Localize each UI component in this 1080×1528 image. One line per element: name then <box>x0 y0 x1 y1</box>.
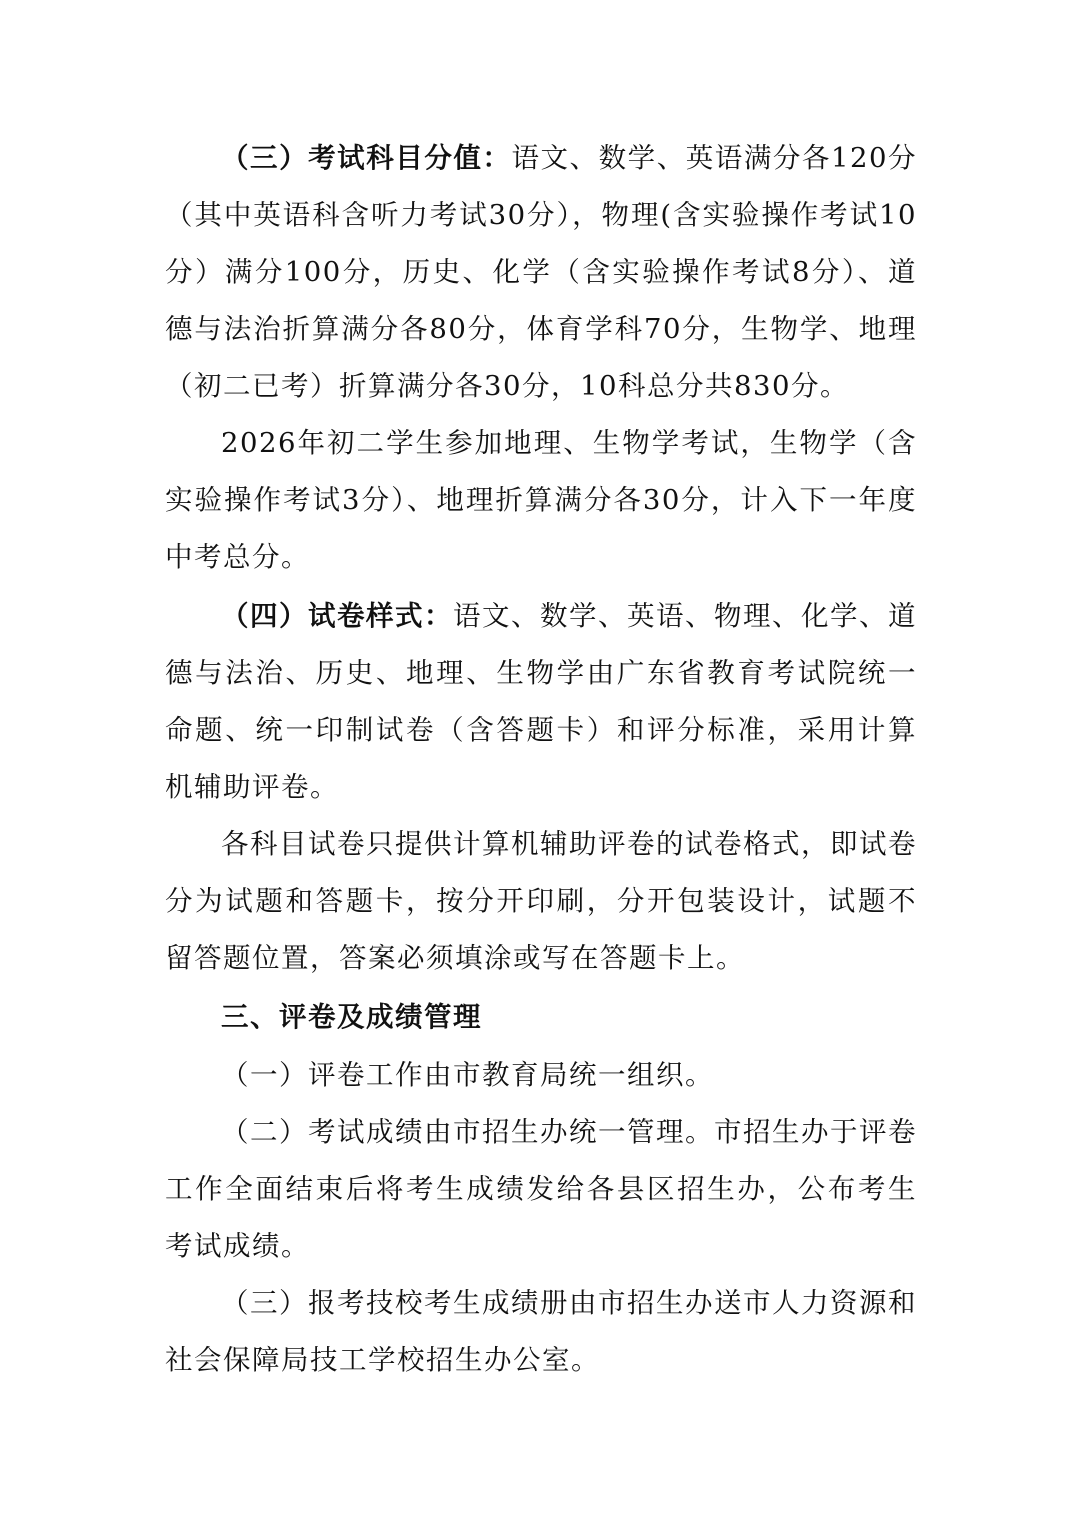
paragraph-exam-scores <box>165 130 917 415</box>
paragraph-paper-format <box>165 588 917 816</box>
paragraph-grade8-exam <box>165 415 917 586</box>
paragraph-text: 各科目试卷只提供计算机辅助评卷的试卷格式，即试卷分为试题和答题卡，按分开印刷，分开包装设计，试题不留答题位置，答案必须填涂或写在答题卡上。 <box>165 828 917 974</box>
list-item: （三）报考技校考生成绩册由市招生办送市人力资源和社会保障局技工学校招生办公室。 <box>165 1287 917 1376</box>
paragraph-paper-layout <box>165 816 917 987</box>
document-body <box>165 130 917 1389</box>
paragraph-label: （四）试卷样式： <box>221 600 453 632</box>
paragraph-label: （三）考试科目分值： <box>221 142 512 174</box>
paragraph-text: 2026年初二学生参加地理、生物学考试，生物学（含实验操作考试3分）、地理折算满分各30分，计入下一年度中考总分。 <box>165 427 917 573</box>
list-item: （二）考试成绩由市招生办统一管理。市招生办于评卷工作全面结束后将考生成绩发给各县区招生办，公布考生考试成绩。 <box>165 1116 917 1262</box>
list-item: （一）评卷工作由市教育局统一组织。 <box>221 1059 714 1091</box>
section-heading: 三、评卷及成绩管理 <box>221 1001 482 1033</box>
paragraph-text: 语文、数学、英语满分各120分（其中英语科含听力考试30分），物理(含实验操作考试10分）满分100分，历史、化学（含实验操作考试8分）、道德与法治折算满分各80分，体育学科70分，生物学、地理（初二已考）折算满分各30分，10科总分共830分。 <box>165 142 918 402</box>
paragraph-text: 语文、数学、英语、物理、化学、道德与法治、历史、地理、生物学由广东省教育考试院统一命题、统一印制试卷（含答题卡）和评分标准，采用计算机辅助评卷。 <box>165 600 917 803</box>
